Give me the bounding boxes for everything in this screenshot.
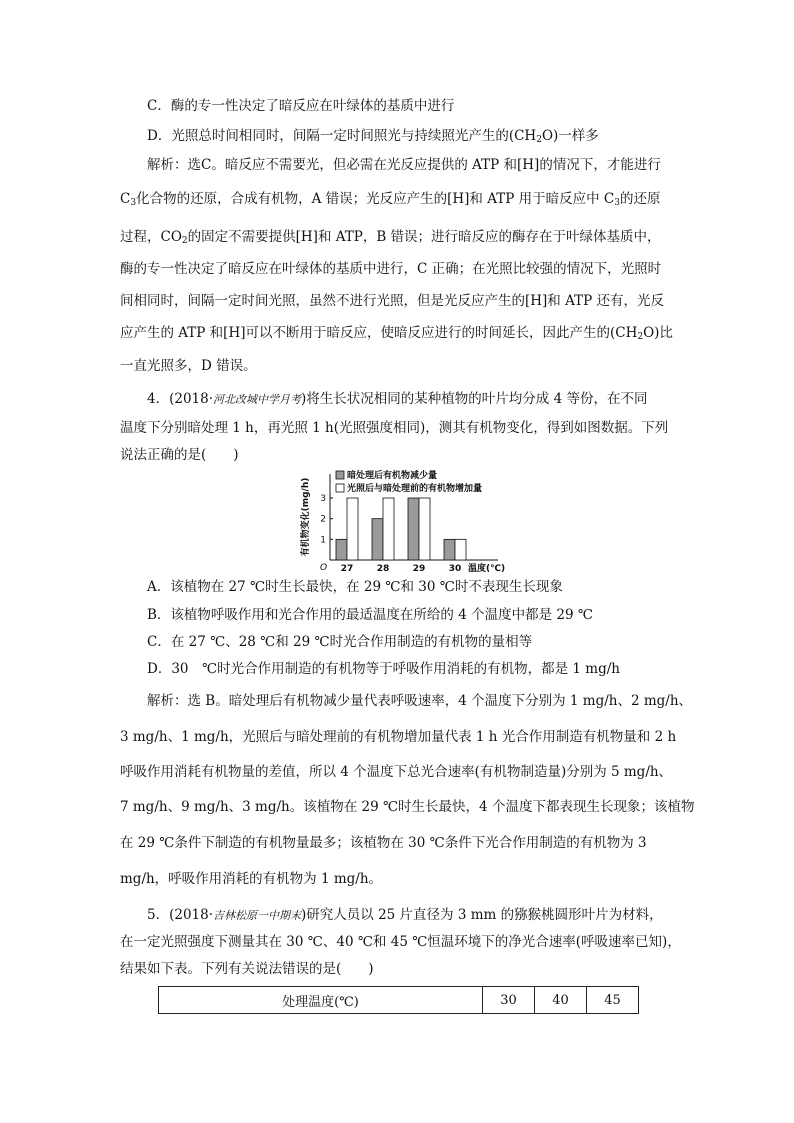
- analysis-3-line-5: 间相同时，间隔一定时间光照，虽然不进行光照，但是光反应产生的[H]和 ATP 还有，光反: [120, 293, 664, 309]
- analysis-4-line-1: 解析：选 B。暗处理后有机物减少量代表呼吸速率，4 个温度下分别为 1 mg/h、2 mg/h、: [147, 693, 693, 709]
- option-c-prev: C．酶的专一性决定了暗反应在叶绿体的基质中进行: [147, 98, 455, 114]
- analysis-3-line-7: 一直光照多，D 错误。: [120, 358, 257, 374]
- text-part: O)比: [643, 325, 673, 341]
- analysis-4-line-3: 呼吸作用消耗有机物量的差值，所以 4 个温度下总光合速率(有机物制造量)分别为 5 mg/h、: [120, 764, 673, 780]
- y-axis-label: 有机物变化(mg/h): [301, 477, 311, 557]
- origin-label: O: [320, 563, 328, 573]
- table-cell: 45: [587, 987, 639, 1014]
- analysis-3-line-4: 酶的专一性决定了暗反应在叶绿体的基质中进行，C 正确；在光照比较强的情况下，光照时: [120, 261, 662, 277]
- table-cell: 40: [535, 987, 587, 1014]
- bar-30-series-1: [444, 539, 455, 560]
- subscript: 3: [130, 198, 137, 208]
- text-part: O)一样多: [541, 128, 599, 144]
- analysis-3-line-1: 解析：选C。暗反应不需要光，但必需在光反应提供的 ATP 和[H]的情况下，才能进行: [147, 157, 661, 173]
- text-part: )将生长状况相同的某种植物的叶片均分成 4 等份，在不同: [301, 391, 648, 407]
- legend-label-1: 暗处理后有机物减少量: [347, 471, 438, 481]
- analysis-4-line-2: 3 mg/h、1 mg/h，光照后与暗处理前的有机物增加量代表 1 h 光合作用制造有机物量和 2 h: [120, 729, 677, 745]
- analysis-3-line-2: [120, 190, 660, 212]
- text-part: 的固定不需要提供[H]和 ATP，B 错误；进行暗反应的酶存在于叶绿体基质中，: [187, 229, 661, 245]
- x-axis-label: 温度(℃): [468, 564, 506, 574]
- text-part: )研究人员以 25 片直径为 3 mm 的猕猴桃圆形叶片为材料，: [301, 907, 663, 923]
- bar-28-series-1: [372, 519, 383, 560]
- question-5-line-1: [147, 906, 663, 925]
- chart-legend: [336, 469, 482, 494]
- text-part: 过程，CO: [120, 229, 182, 245]
- table-cell: 处理温度(℃): [159, 987, 483, 1014]
- text-part: C: [120, 191, 131, 207]
- analysis-4-line-6: mg/h，呼吸作用消耗的有机物为 1 mg/h。: [120, 871, 383, 887]
- y-tick-label: 2: [320, 514, 326, 525]
- analysis-3-line-6: [120, 324, 673, 346]
- y-tick-label: 3: [320, 494, 326, 504]
- option-d: D．30 ℃时光合作用制造的有机物等于呼吸作用消耗的有机物，都是 1 mg/h: [147, 661, 620, 677]
- y-tick-label: 1: [320, 535, 326, 546]
- legend-label-2: 光照后与暗处理前的有机物增加量: [347, 484, 483, 494]
- text-part: 的还原: [619, 191, 661, 207]
- chart-bars: [336, 498, 466, 560]
- question-5-line-3: 结果如下表。下列有关说法错误的是( ): [120, 961, 374, 977]
- bar-29-series-1: [408, 498, 419, 560]
- bar-chart: [296, 468, 522, 576]
- x-tick-label: 29: [412, 564, 426, 574]
- bar-27-series-1: [336, 539, 347, 560]
- analysis-4-line-5: 在 29 ℃条件下制造的有机物量最多；该植物在 30 ℃条件下光合作用制造的有机物为 3: [120, 835, 647, 851]
- question-5-line-2: 在一定光照强度下测量其在 30 ℃、40 ℃和 45 ℃恒温环境下的净光合速率(呼吸速率已知)，: [120, 934, 681, 950]
- x-tick-label: 30: [448, 564, 462, 574]
- option-a: A．该植物在 27 ℃时生长最快，在 29 ℃和 30 ℃时不表现生长现象: [147, 579, 563, 595]
- text-part: D．光照总时间相同时，间隔一定时间照光与持续照光产生的(CH: [147, 128, 537, 144]
- legend-swatch-2: [336, 484, 344, 492]
- subscript: 2: [637, 332, 644, 342]
- bar-29-series-2: [419, 498, 430, 560]
- question-4-line-2: 温度下分别暗处理 1 h，再光照 1 h(光照强度相同)，测其有机物变化，得到如图数据。下列: [120, 420, 669, 436]
- analysis-3-line-3: [120, 228, 661, 250]
- question-4-line-3: 说法正确的是( ): [120, 447, 239, 463]
- table-row: [159, 987, 639, 1014]
- subscript: 2: [536, 135, 542, 145]
- analysis-4-line-4: 7 mg/h、9 mg/h、3 mg/h。该植物在 29 ℃时生长最快，4 个温度下都表现生长现象；该植物: [120, 799, 695, 815]
- x-tick-label: 28: [376, 564, 390, 574]
- question-number: 4．(2018·: [147, 391, 214, 407]
- option-d-prev: [147, 127, 599, 149]
- bar-27-series-2: [347, 498, 358, 560]
- bar-30-series-2: [455, 539, 466, 560]
- legend-swatch-1: [336, 471, 344, 479]
- question-source: 河北改城中学月考: [213, 393, 302, 406]
- question-source: 吉林松原一中期末: [213, 909, 302, 922]
- text-part: 化合物的还原，合成有机物，A 错误；光反应产生的[H]和 ATP 用于暗反应中 C: [136, 191, 615, 207]
- subscript: 3: [614, 198, 620, 208]
- question-number: 5．(2018·: [147, 907, 214, 923]
- temperature-table: [158, 986, 639, 1014]
- subscript: 2: [181, 236, 188, 246]
- x-tick-label: 27: [340, 564, 354, 574]
- text-part: 应产生的 ATP 和[H]可以不断用于暗反应，使暗反应进行的时间延长，因此产生的(CH: [120, 325, 638, 341]
- question-4-line-1: [147, 390, 647, 409]
- table-cell: 30: [483, 987, 535, 1014]
- option-c: C．在 27 ℃、28 ℃和 29 ℃时光合作用制造的有机物的量相等: [147, 634, 533, 650]
- option-b: B．该植物呼吸作用和光合作用的最适温度在所给的 4 个温度中都是 29 ℃: [147, 607, 593, 623]
- bar-28-series-2: [383, 498, 394, 560]
